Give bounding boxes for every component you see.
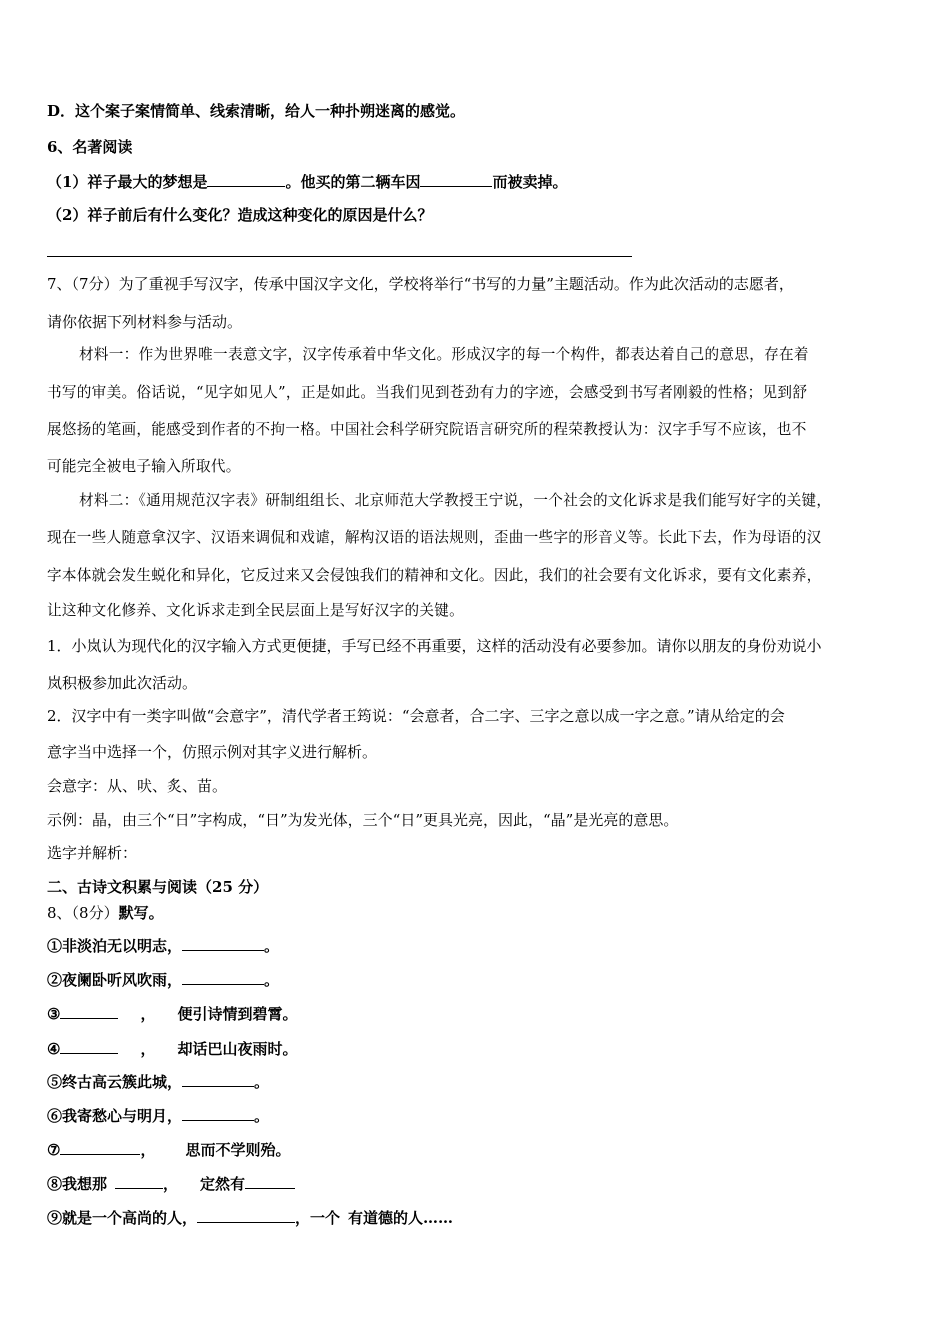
q6-sub1-part-c: 而被卖掉。 bbox=[492, 173, 568, 191]
item-text: 非淡泊无以明志， bbox=[62, 937, 183, 955]
item-punct: 。 bbox=[254, 1107, 270, 1125]
item-text: 定然有 bbox=[200, 1175, 246, 1193]
q8-heading-score: 8、（8分） bbox=[47, 904, 119, 922]
material1-line bbox=[47, 383, 909, 403]
material2-line bbox=[47, 528, 909, 548]
q7-intro-line-2 bbox=[47, 312, 909, 332]
task2-text: 意字当中选择一个，仿照示例对其字义进行解析。 bbox=[47, 743, 378, 761]
item-number: ① bbox=[47, 937, 63, 955]
choose-line bbox=[47, 843, 909, 863]
recite-item bbox=[47, 1105, 909, 1126]
task2-line bbox=[47, 706, 909, 726]
recite-item bbox=[47, 1003, 909, 1024]
huiyi-chars bbox=[47, 776, 909, 796]
item-text: 我寄愁心与明月， bbox=[62, 1107, 183, 1125]
item-punct: ， bbox=[140, 1040, 156, 1058]
item-text: 终古高云簇此城， bbox=[62, 1073, 183, 1091]
example-line bbox=[47, 810, 909, 830]
item-punct: ， bbox=[140, 1005, 156, 1023]
answer-blank[interactable] bbox=[115, 1173, 163, 1189]
item-number: ⑤ bbox=[47, 1073, 63, 1091]
q6-sub1-part-b: 。他买的第二辆车因 bbox=[285, 173, 421, 191]
q6-sub2 bbox=[47, 205, 909, 225]
option-d-label: D． bbox=[47, 102, 76, 120]
q6-sub1-part-a: （1）祥子最大的梦想是 bbox=[47, 173, 208, 191]
material1-text: 书写的审美。俗话说，“见字如见人”，正是如此。当我们见到苍劲有力的字迹，会感受到书写者刚毅的性格；见到舒 bbox=[47, 384, 808, 401]
answer-blank[interactable] bbox=[182, 1105, 254, 1121]
item-text: 有道德的人…… bbox=[348, 1209, 454, 1227]
q7-intro-text-1: 7、（7分）为了重视手写汉字，传承中国汉字文化，学校将举行“书写的力量”主题活动。作为此次活动的志愿者， bbox=[47, 275, 794, 293]
answer-blank[interactable] bbox=[182, 969, 264, 985]
task1-line bbox=[47, 636, 909, 656]
q5-option-d bbox=[47, 101, 909, 121]
task1-line bbox=[47, 673, 909, 693]
item-punct: 。 bbox=[264, 971, 280, 989]
q6-heading-text: 6、名著阅读 bbox=[47, 138, 133, 156]
answer-blank[interactable] bbox=[60, 1003, 118, 1019]
q6-sub1 bbox=[47, 171, 909, 192]
material2-line bbox=[47, 566, 909, 586]
answer-blank[interactable] bbox=[182, 1071, 254, 1087]
material2-line bbox=[47, 601, 909, 621]
answer-blank[interactable] bbox=[420, 171, 492, 187]
q8-heading bbox=[47, 903, 909, 923]
item-punct: ，一个 bbox=[295, 1209, 341, 1227]
item-punct: ， bbox=[140, 1141, 156, 1159]
q6-sub2-text: （2）祥子前后有什么变化？造成这种变化的原因是什么？ bbox=[47, 206, 433, 224]
task2-text: 2．汉字中有一类字叫做“会意字”，清代学者王筠说：“会意者，合二字、三字之意以成一字之意。”请从给定的会 bbox=[47, 707, 785, 725]
recite-item bbox=[47, 1173, 909, 1194]
material1-line bbox=[47, 457, 909, 477]
item-text: 我想那 bbox=[62, 1175, 108, 1193]
item-text: 却话巴山夜雨时。 bbox=[177, 1040, 298, 1058]
option-d-text: 这个案子案情简单、线索清晰，给人一种扑朔迷离的感觉。 bbox=[75, 102, 466, 120]
item-text: 夜阑卧听风吹雨， bbox=[62, 971, 183, 989]
material1-line bbox=[47, 345, 909, 365]
item-number: ② bbox=[47, 971, 63, 989]
recite-item bbox=[47, 1038, 909, 1059]
answer-blank[interactable] bbox=[60, 1038, 118, 1054]
answer-blank[interactable] bbox=[245, 1173, 295, 1189]
item-number: ④ bbox=[47, 1040, 61, 1058]
recite-item bbox=[47, 1139, 909, 1160]
answer-line[interactable] bbox=[47, 256, 632, 257]
material1-text: 材料一：作为世界唯一表意文字，汉字传承着中华文化。形成汉字的每一个构件，都表达着自己的意思，存在着 bbox=[79, 346, 809, 363]
section2-heading-text: 二、古诗文积累与阅读（25 分） bbox=[47, 878, 269, 896]
task1-text: 岚积极参加此次活动。 bbox=[47, 674, 198, 692]
item-number: ⑧ bbox=[47, 1175, 63, 1193]
material1-text: 可能完全被电子输入所取代。 bbox=[47, 458, 241, 475]
item-punct: 。 bbox=[264, 937, 280, 955]
task2-line bbox=[47, 742, 909, 762]
recite-item bbox=[47, 969, 909, 990]
material2-text: 现在一些人随意拿汉字、汉语来调侃和戏谑，解构汉语的语法规则，歪曲一些字的形音义等。长此下去，作为母语的汉 bbox=[47, 529, 822, 546]
item-punct: 。 bbox=[254, 1073, 270, 1091]
recite-item bbox=[47, 935, 909, 956]
answer-blank[interactable] bbox=[182, 935, 264, 951]
section2-heading bbox=[47, 877, 909, 897]
answer-blank[interactable] bbox=[207, 171, 285, 187]
q6-heading bbox=[47, 137, 909, 157]
item-number: ⑥ bbox=[47, 1107, 63, 1125]
recite-item bbox=[47, 1071, 909, 1092]
item-number: ⑦ bbox=[47, 1141, 61, 1159]
material2-text: 让这种文化修养、文化诉求走到全民层面上是写好汉字的关键。 bbox=[47, 602, 465, 619]
material2-text: 材料二：《通用规范汉字表》研制组组长、北京师范大学教授王宁说，一个社会的文化诉求是我们能写好字的关键， bbox=[79, 492, 832, 509]
item-number: ③ bbox=[47, 1005, 61, 1023]
huiyi-chars-text: 会意字：从、吠、炙、苗。 bbox=[47, 777, 228, 795]
item-number: ⑨ bbox=[47, 1209, 63, 1227]
item-text: 便引诗情到碧霄。 bbox=[177, 1005, 298, 1023]
answer-blank[interactable] bbox=[60, 1139, 140, 1155]
material2-line bbox=[47, 491, 909, 511]
example-text: 示例：晶，由三个“日”字构成，“日”为发光体，三个“日”更具光亮，因此，“晶”是光亮的意思。 bbox=[47, 811, 679, 829]
task1-text: 1．小岚认为现代化的汉字输入方式更便捷，手写已经不再重要，这样的活动没有必要参加。请你以朋友的身份劝说小 bbox=[47, 637, 822, 655]
recite-item bbox=[47, 1207, 909, 1228]
q7-intro-text-2: 请你依据下列材料参与活动。 bbox=[47, 313, 243, 331]
material1-line bbox=[47, 420, 909, 440]
q7-intro-line-1 bbox=[47, 274, 909, 294]
q8-heading-text: 默写。 bbox=[118, 904, 164, 922]
item-text: 思而不学则殆。 bbox=[185, 1141, 291, 1159]
choose-text: 选字并解析： bbox=[47, 844, 138, 862]
material2-text: 字本体就会发生蜕化和异化，它反过来又会侵蚀我们的精神和文化。因此，我们的社会要有文化诉求，要有文化素养， bbox=[47, 567, 822, 584]
item-punct: ， bbox=[163, 1175, 179, 1193]
answer-blank[interactable] bbox=[197, 1207, 295, 1223]
material1-text: 展悠扬的笔画，能感受到作者的不拘一格。中国社会科学研究院语言研究所的程荣教授认为：汉字手写不应该，也不 bbox=[47, 421, 807, 438]
item-text: 就是一个高尚的人， bbox=[62, 1209, 198, 1227]
